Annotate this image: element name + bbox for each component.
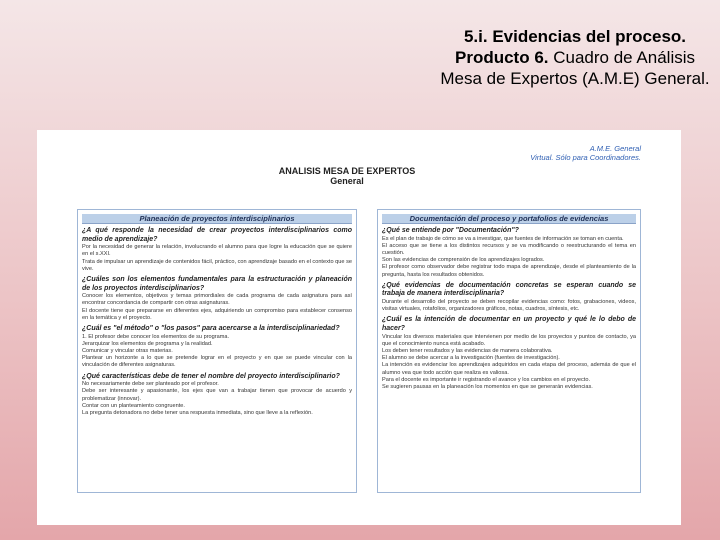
answer-text: Por la necesidad de generar la relación, involucrando el alumno para que logre la educación que se quiere en el s.XXI. bbox=[82, 244, 352, 258]
answer-text: Contar con un planteamiento congruente. bbox=[82, 402, 185, 409]
answer-text: Jerarquizar los elementos de programa y la realidad. bbox=[82, 340, 213, 347]
panel-header: Planeación de proyectos interdisciplinarios bbox=[82, 214, 352, 224]
answer-text: El docente tiene que prepararse en diferentes ejes, adquiriendo un compromiso para establecer consenso en la temática y el proyecto. bbox=[82, 307, 352, 321]
slide-title-line1: 5.i. Evidencias del proceso. bbox=[463, 27, 687, 46]
panel-header: Documentación del proceso y portafolios de evidencias bbox=[382, 214, 636, 224]
note-line1: A.M.E. General bbox=[589, 144, 641, 153]
question-heading: ¿A qué responde la necesidad de crear proyectos interdisciplinarios como medio de aprendizaje? bbox=[82, 227, 352, 243]
question-heading: ¿Cuáles son los elementos fundamentales para la estructuración y planeación de los proyectos interdisciplinarios? bbox=[82, 276, 352, 292]
note-line2: Virtual. Sólo para Coordinadores. bbox=[530, 153, 641, 162]
slide-title bbox=[440, 26, 710, 89]
panel-content bbox=[382, 227, 636, 391]
answer-text: La pregunta detonadora no debe tener una respuesta inmediata, sino que lleve a la reflexión. bbox=[82, 410, 313, 417]
answer-text: El acceso que se tiene a los distintos recursos y se va modificando o reestructurando el tema en cuestión. bbox=[382, 242, 636, 256]
answer-text: Vincular los diversos materiales que intervienen por medio de los proyectos y puntos de contacto, ya que el conocimiento nunca está acabado. bbox=[382, 333, 636, 347]
answer-text: Es el plan de trabajo de cómo se va a investigar, que fuentes de información se toman en cuenta. bbox=[382, 235, 624, 242]
answer-text: 1. El profesor debe conocer los elementos de su programa. bbox=[82, 333, 230, 340]
answer-text: Durante el desarrollo del proyecto se deben recopilar evidencias como: fotos, grabaciones, videos, visitas virtuales, rotafolios, organizadores gráficos, notas, cuadros, síntesis, etc. bbox=[382, 299, 636, 313]
panel-planeacion bbox=[77, 209, 357, 493]
question-heading: ¿Qué se entiende por "Documentación"? bbox=[382, 227, 519, 234]
doc-title-line1: ANALISIS MESA DE EXPERTOS bbox=[278, 166, 416, 176]
document-title bbox=[267, 166, 427, 186]
answer-text: Para el docente es importante ir registrando el avance y los cambios en el proyecto. bbox=[382, 376, 591, 383]
slide-title-bold: Producto 6. bbox=[455, 48, 549, 67]
answer-text: Se sugieren pausas en la planeación los momentos en que se generarán evidencias. bbox=[382, 384, 593, 391]
answer-text: Los deben tener resultados y las evidencias de manera colaborativa. bbox=[382, 348, 553, 354]
answer-text: La intención es evidenciar los aprendizajes adquiridos en cada etapa del proceso, además de que el alumno vea que todo acción que realiza es valiosa. bbox=[382, 362, 636, 376]
doc-title-line2: General bbox=[330, 176, 364, 186]
slide-title-tail: Cuadro de Análisis Mesa de Expertos (A.M.E) General. bbox=[440, 48, 710, 88]
answer-text: Conocer los elementos, objetivos y temas primordiales de cada programa de cada asignatura para así encontrar concordancia de compartir con otras asignaturas. bbox=[82, 293, 352, 307]
answer-text: Plantear un horizonte a lo que se pretende lograr en el proyecto y en que se puede vincular con la vinculación de diferentes asignaturas. bbox=[82, 355, 352, 369]
document-image bbox=[37, 130, 681, 525]
question-heading: ¿Cuál es "el método" o "los pasos" para acercarse a la interdisciplinariedad? bbox=[82, 325, 340, 332]
question-heading: ¿Qué características debe de tener el nombre del proyecto interdisciplinario? bbox=[82, 372, 340, 380]
answer-text: El profesor como observador debe registrar todo mapa de aprendizaje, desde el planteamiento de la pregunta, hasta los resultados obtenidos. bbox=[382, 264, 636, 278]
answer-text: Son las evidencias de comprensión de los aprendizajes logrados. bbox=[382, 257, 545, 264]
answer-text: Debe ser interesante y apasionante, los ejes que van a trabajar tienen que provocar de acuerdo y problematizar (innovar). bbox=[82, 388, 352, 402]
answer-text: Comunicar y vincular otras materias. bbox=[82, 348, 173, 354]
document-note bbox=[530, 144, 641, 162]
question-heading: ¿Qué evidencias de documentación concretas se esperan cuando se trabaja de manera interdisciplinaria? bbox=[382, 281, 636, 298]
panel-documentacion bbox=[377, 209, 641, 493]
slide-title-rest bbox=[440, 47, 710, 89]
answer-text: El alumno se debe acercar a la investigación (fuentes de investigación). bbox=[382, 355, 560, 362]
panel-content bbox=[82, 227, 352, 417]
question-heading: ¿Cuál es la intención de documentar en un proyecto y qué le lo debo de hacer? bbox=[382, 316, 636, 332]
answer-text: Trata de impulsar un aprendizaje de contenidos fácil, práctico, con aprendizaje basado en el contexto que se vive. bbox=[82, 258, 352, 272]
answer-text: No necesariamente debe ser planteado por el profesor. bbox=[82, 381, 219, 388]
